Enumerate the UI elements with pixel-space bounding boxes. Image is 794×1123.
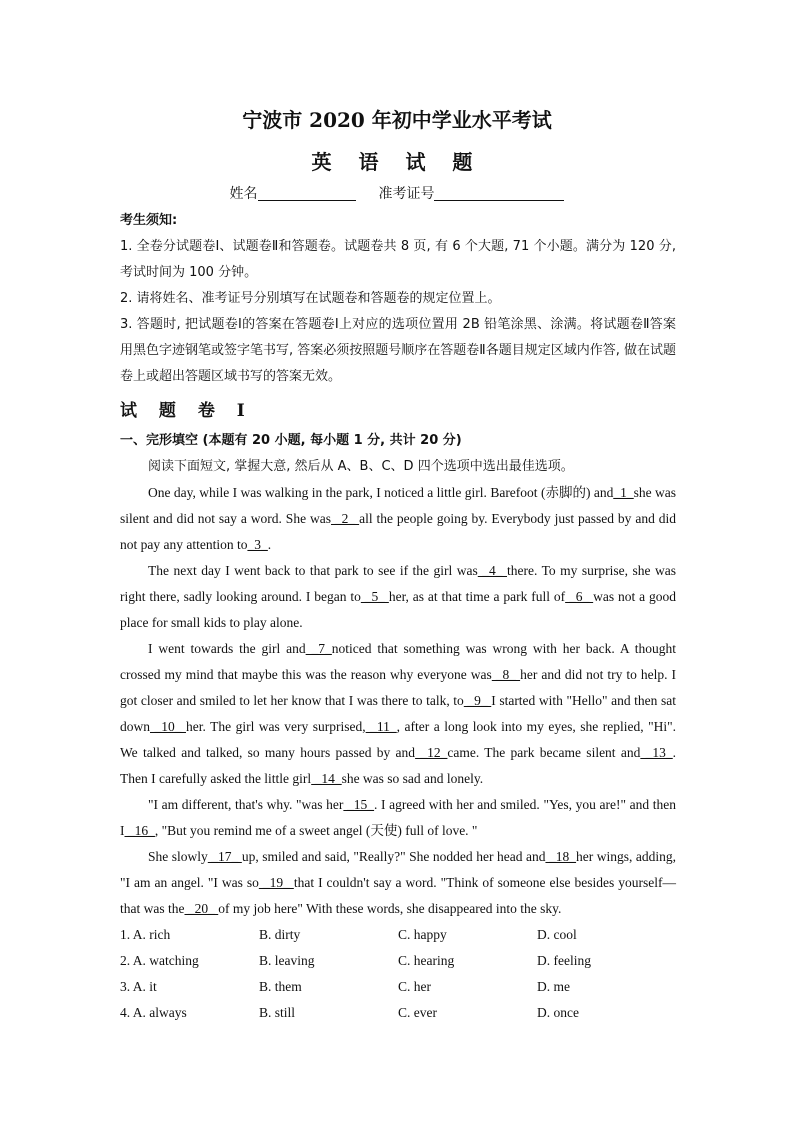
part-heading: 一、完形填空 (本题有 20 小题, 每小题 1 分, 共计 20 分) <box>120 433 462 448</box>
blank-16: _16_ <box>124 823 155 838</box>
blank-14: _14_ <box>311 771 342 786</box>
name-label: 姓名 <box>229 186 258 202</box>
part-instruction: 阅读下面短文, 掌握大意, 然后从 A、B、C、D 四个选项中选出最佳选项。 <box>148 459 574 474</box>
blank-11: _11_ <box>365 719 397 734</box>
blank-6: _6_ <box>565 589 594 604</box>
exam-subtitle: 英 语 试 题 <box>311 150 483 174</box>
blank-20: _20_ <box>184 901 219 916</box>
blank-3: _3_ <box>247 537 268 552</box>
notes-heading: 考生须知: <box>120 213 178 228</box>
blank-12: _12_ <box>415 745 448 760</box>
options-row-3 <box>120 974 676 1000</box>
blank-9: _9_ <box>463 693 492 708</box>
blank-19: _19_ <box>258 875 294 890</box>
option-4b[interactable]: B. still <box>259 1005 296 1020</box>
section-title: 试 题 卷 Ⅰ <box>120 401 253 421</box>
option-4c[interactable]: C. ever <box>398 1005 437 1020</box>
exam-title: 宁波市 2020 年初中学业水平考试 <box>242 108 552 132</box>
option-2a[interactable]: 2. A. watching <box>120 953 199 968</box>
note-item: 3. 答题时, 把试题卷Ⅰ的答案在答题卷Ⅰ上对应的选项位置用 2B 铅笔涂黑、涂满。将试题卷Ⅱ答案用黑色字迹钢笔或签字笔书写, 答案必须按照题号顺序在答题卷Ⅱ各题目规定区域内作答, 做在试题卷上或超出答题区域书写的答案无效。 <box>120 317 676 384</box>
options-row-4 <box>120 1000 676 1026</box>
option-1c[interactable]: C. happy <box>398 927 447 942</box>
passage-paragraph-3: I went towards the girl and _7_noticed that something was wrong with her back. A thought crossed my mind that maybe this was the reason why everyone was _8_ her and did not try to help. I got closer and smiled to let her know that I was there to talk, to _9_ I started with "Hello" and then sat down _10_ her. The girl was very surprised, _11_, after a long look into my eyes, she replied, "Hi". We talked and talked, so many hours passed by and _12_came. The park became silent and _13_. Then I carefully asked the little girl _14_she was so sad and lonely. <box>120 641 677 786</box>
option-3b[interactable]: B. them <box>259 979 302 994</box>
blank-15: _15_ <box>343 797 375 812</box>
exam-body <box>120 208 676 1026</box>
option-3a[interactable]: 3. A. it <box>120 979 157 994</box>
options-row-1 <box>120 922 676 948</box>
option-2c[interactable]: C. hearing <box>398 953 455 968</box>
name-field[interactable] <box>258 186 356 201</box>
id-label: 准考证号 <box>378 186 435 202</box>
candidate-info-row <box>0 183 794 203</box>
passage-paragraph-4: "I am different, that's why. "was her _15_. I agreed with her and smiled. "Yes, you are!" and then I _16_, "But you remind me of a sweet angel (天使) full of love. " <box>120 797 676 838</box>
blank-13: _13_ <box>640 745 673 760</box>
options-row-2 <box>120 948 676 974</box>
passage-paragraph-5: She slowly _17_ up, smiled and said, "Really?" She nodded her head and _18_her wings, adding, "I am an angel. "I was so _19_ that I couldn't say a word. "Think of someone else besides yourself—that was the _20_ of my job here" With these words, she disappeared into the sky. <box>120 849 677 916</box>
blank-17: _17_ <box>207 849 242 864</box>
option-2d[interactable]: D. feeling <box>537 953 591 968</box>
id-field[interactable] <box>434 186 564 201</box>
passage-paragraph-1: One day, while I was walking in the park, I noticed a little girl. Barefoot (赤脚的) and_1_she was silent and did not say a word. She was _2_ all the people going by. Everybody just passed by and did not pay any attention to_3_. <box>120 485 677 552</box>
blank-8: _8_ <box>491 667 521 682</box>
note-item: 1. 全卷分试题卷Ⅰ、试题卷Ⅱ和答题卷。试题卷共 8 页, 有 6 个大题, 71 个小题。满分为 120 分, 考试时间为 100 分钟。 <box>120 239 676 280</box>
blank-2: _2_ <box>330 511 360 526</box>
blank-1: _1_ <box>613 485 634 500</box>
blank-10: _10_ <box>150 719 186 734</box>
note-item: 2. 请将姓名、准考证号分别填写在试题卷和答题卷的规定位置上。 <box>120 291 501 306</box>
option-3d[interactable]: D. me <box>537 979 570 994</box>
option-4d[interactable]: D. once <box>537 1005 579 1020</box>
blank-7: _7_ <box>305 641 332 656</box>
option-1b[interactable]: B. dirty <box>259 927 301 942</box>
blank-4: _4_ <box>477 563 508 578</box>
option-1a[interactable]: 1. A. rich <box>120 927 171 942</box>
blank-5: _5_ <box>360 589 389 604</box>
option-3c[interactable]: C. her <box>398 979 431 994</box>
option-1d[interactable]: D. cool <box>537 927 577 942</box>
passage-paragraph-2: The next day I went back to that park to see if the girl was _4_ there. To my surprise, she was right there, sadly looking around. I began to _5_ her, as at that time a park full of _6_ was not a good place for small kids to play alone. <box>120 563 677 630</box>
blank-18: _18_ <box>545 849 576 864</box>
option-2b[interactable]: B. leaving <box>259 953 315 968</box>
option-4a[interactable]: 4. A. always <box>120 1005 187 1020</box>
